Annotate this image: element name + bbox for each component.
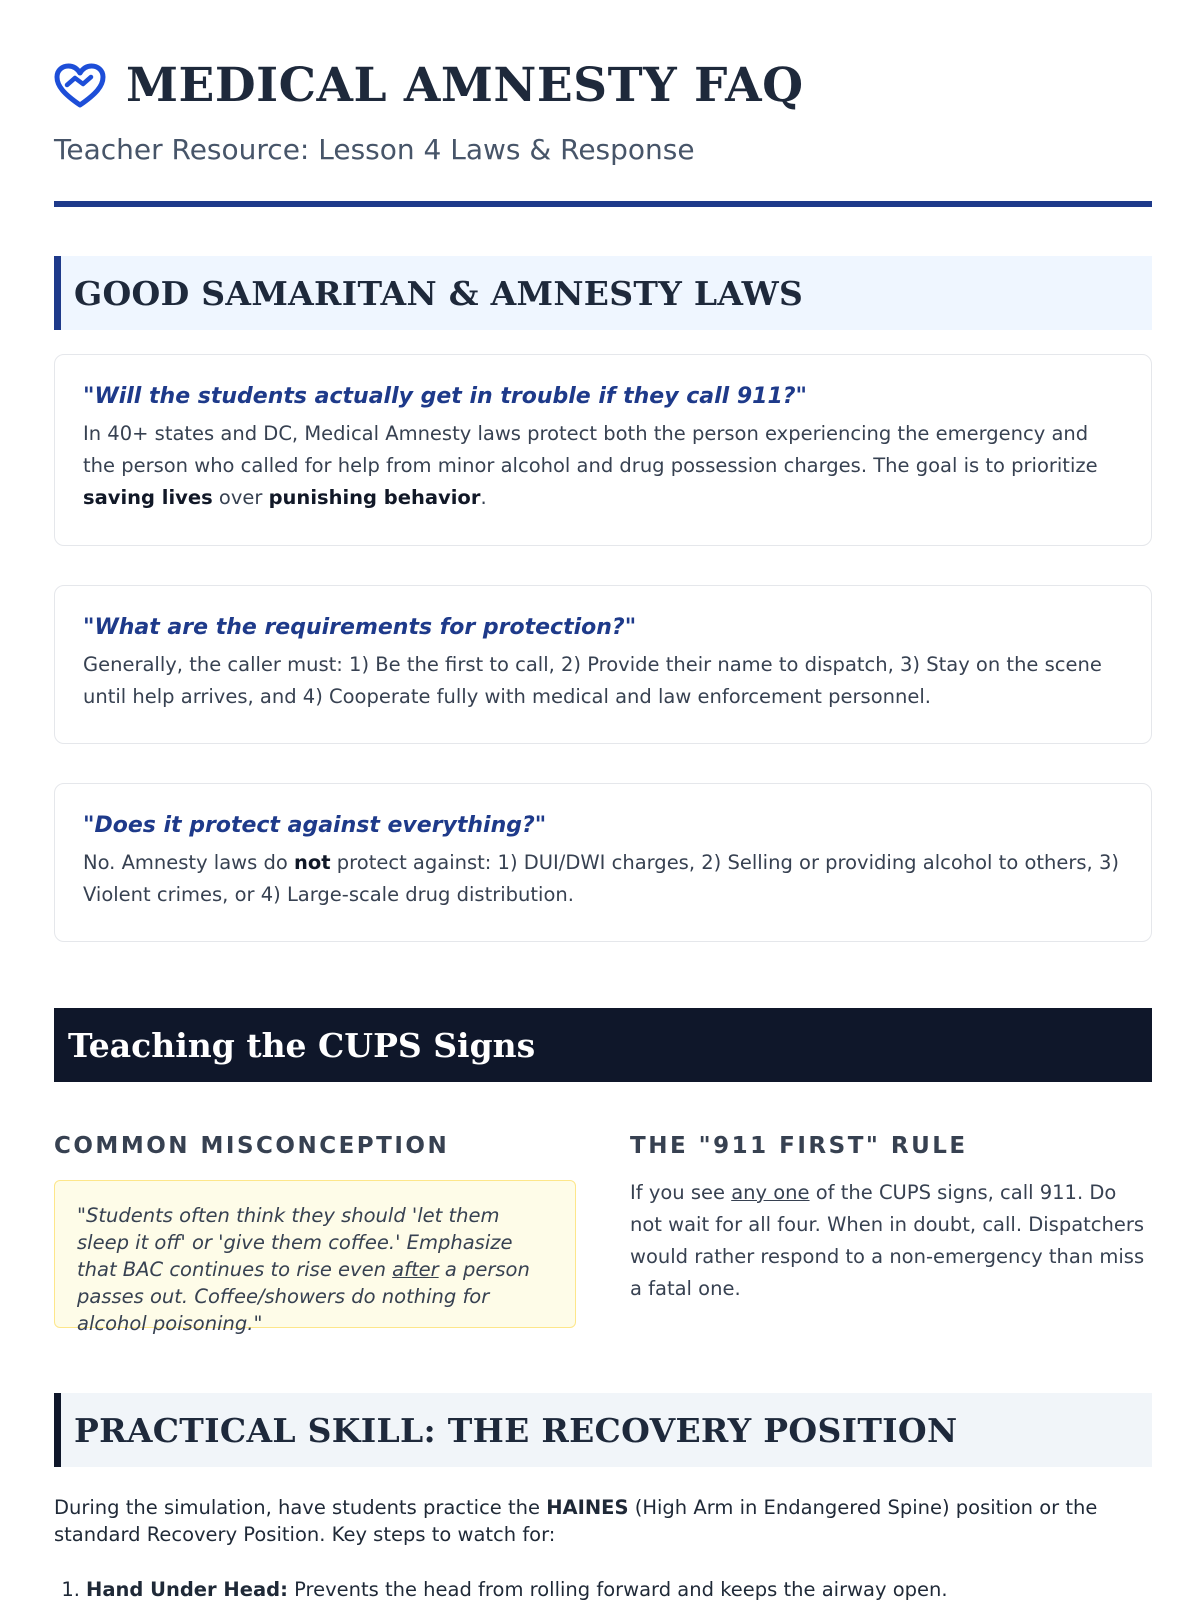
section-title-cups: Teaching the CUPS Signs xyxy=(68,1025,536,1065)
rule-heading: THE "911 FIRST" RULE xyxy=(630,1133,968,1159)
title-row xyxy=(54,58,804,114)
faq-answer: No. Amnesty laws do not protect against: 1) DUI/DWI charges, 2) Selling or providing alcohol to others, 3) Violent crimes, or 4) Large-scale drug distribution. xyxy=(83,851,1119,906)
section-title-recovery: PRACTICAL SKILL: THE RECOVERY POSITION xyxy=(74,1410,958,1450)
step-text: Hand Under Head: Prevents the head from rolling forward and keeps the airway open. xyxy=(86,1578,948,1600)
faq-card-requirements xyxy=(54,585,1152,744)
faq-question: "What are the requirements for protection?" xyxy=(83,615,637,640)
header-divider xyxy=(54,201,1152,207)
section-heading-recovery xyxy=(54,1393,1152,1467)
section-heading-laws xyxy=(54,256,1152,330)
step-number: 1. xyxy=(61,1578,80,1600)
list-item xyxy=(54,1576,1152,1600)
heart-icon xyxy=(54,63,106,109)
faq-card-limits xyxy=(54,783,1152,942)
faq-card-trouble xyxy=(54,354,1152,546)
rule-text: If you see any one of the CUPS signs, call 911. Do not wait for all four. When in doubt, call. Dispatchers would rather respond to a non-emergency than miss a fatal one. xyxy=(630,1181,1145,1300)
page-title: MEDICAL AMNESTY FAQ xyxy=(126,58,804,113)
recovery-steps-list xyxy=(54,1576,1152,1600)
misconception-quote: "Students often think they should 'let them sleep it off' or 'give them coffee.' Emphasize that BAC continues to rise even after a person passes out. Coffee/showers do nothing for alcohol poisoning." xyxy=(77,1204,530,1335)
recovery-intro: During the simulation, have students practice the HAINES (High Arm in Endangered Spine) position or the standard Recovery Position. Key steps to watch for: xyxy=(54,1496,1098,1546)
section-heading-cups xyxy=(54,1008,1152,1082)
faq-question: "Does it protect against everything?" xyxy=(83,813,547,838)
misconception-callout xyxy=(54,1180,576,1335)
faq-answer: Generally, the caller must: 1) Be the first to call, 2) Provide their name to dispatch, 3) Stay on the scene until help arrives, and 4) Cooperate fully with medical and law enforcement personnel. xyxy=(83,653,1102,708)
misconception-heading: COMMON MISCONCEPTION xyxy=(54,1133,450,1159)
page-subtitle: Teacher Resource: Lesson 4 Laws & Response xyxy=(54,133,695,166)
section-title-laws: GOOD SAMARITAN & AMNESTY LAWS xyxy=(74,273,804,313)
faq-answer: In 40+ states and DC, Medical Amnesty laws protect both the person experiencing the emergency and the person who called for help from minor alcohol and drug possession charges. The goal is to prioritize saving lives over punishing behavior. xyxy=(83,422,1098,509)
faq-question: "Will the students actually get in trouble if they call 911?" xyxy=(83,384,808,409)
